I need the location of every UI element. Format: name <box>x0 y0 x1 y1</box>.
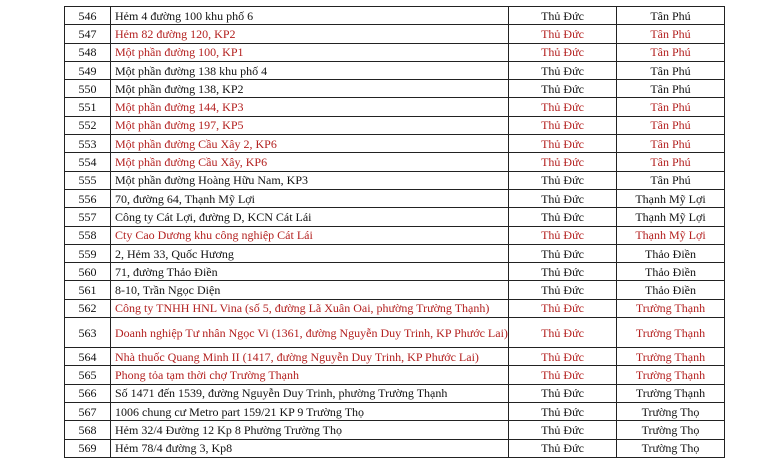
location-description: 1006 chung cư Metro part 159/21 KP 9 Trường Thọ <box>111 402 509 420</box>
location-description: Cty Cao Dương khu công nghiệp Cát Lái <box>111 226 509 244</box>
district-cell: Thủ Đức <box>509 421 617 439</box>
ward-cell: Thạnh Mỹ Lợi <box>617 208 725 226</box>
ward-cell: Trường Thạnh <box>617 348 725 366</box>
district-cell: Thủ Đức <box>509 208 617 226</box>
table-row <box>65 153 725 171</box>
table-row <box>65 281 725 299</box>
location-table-container <box>64 6 724 458</box>
table-row <box>65 318 725 348</box>
row-number: 558 <box>65 226 111 244</box>
location-description: Một phần đường 144, KP3 <box>111 98 509 116</box>
table-row <box>65 171 725 189</box>
location-description: 2, Hẻm 33, Quốc Hương <box>111 244 509 262</box>
location-description: Công ty TNHH HNL Vina (số 5, đường Lã Xuân Oai, phường Trường Thạnh) <box>111 299 509 317</box>
row-number: 546 <box>65 7 111 25</box>
ward-cell: Tân Phú <box>617 135 725 153</box>
table-row <box>65 135 725 153</box>
district-cell: Thủ Đức <box>509 80 617 98</box>
district-cell: Thủ Đức <box>509 244 617 262</box>
district-cell: Thủ Đức <box>509 402 617 420</box>
location-description: 8-10, Trần Ngọc Diện <box>111 281 509 299</box>
location-description: Hẻm 78/4 đường 3, Kp8 <box>111 439 509 457</box>
district-cell: Thủ Đức <box>509 171 617 189</box>
district-cell: Thủ Đức <box>509 116 617 134</box>
ward-cell: Trường Thạnh <box>617 318 725 348</box>
district-cell: Thủ Đức <box>509 348 617 366</box>
row-number: 553 <box>65 135 111 153</box>
row-number: 548 <box>65 43 111 61</box>
table-row <box>65 263 725 281</box>
ward-cell: Tân Phú <box>617 7 725 25</box>
row-number: 562 <box>65 299 111 317</box>
location-description: Một phần đường 138 khu phố 4 <box>111 61 509 79</box>
location-description: 71, đường Thảo Điền <box>111 263 509 281</box>
table-row <box>65 244 725 262</box>
table-row <box>65 61 725 79</box>
location-description: Hẻm 4 đường 100 khu phố 6 <box>111 7 509 25</box>
ward-cell: Tân Phú <box>617 43 725 61</box>
row-number: 549 <box>65 61 111 79</box>
ward-cell: Thảo Điền <box>617 281 725 299</box>
district-cell: Thủ Đức <box>509 98 617 116</box>
location-description: Doanh nghiệp Tư nhân Ngọc Vi (1361, đường Nguyễn Duy Trinh, KP Phước Lai) <box>111 318 509 348</box>
district-cell: Thủ Đức <box>509 299 617 317</box>
table-row <box>65 421 725 439</box>
ward-cell: Trường Thọ <box>617 402 725 420</box>
location-description: Một phần đường Cầu Xây 2, KP6 <box>111 135 509 153</box>
table-row <box>65 384 725 402</box>
district-cell: Thủ Đức <box>509 439 617 457</box>
table-row <box>65 98 725 116</box>
ward-cell: Thạnh Mỹ Lợi <box>617 189 725 207</box>
row-number: 547 <box>65 25 111 43</box>
district-cell: Thủ Đức <box>509 263 617 281</box>
row-number: 550 <box>65 80 111 98</box>
ward-cell: Trường Thạnh <box>617 366 725 384</box>
ward-cell: Trường Thọ <box>617 421 725 439</box>
ward-cell: Thảo Điền <box>617 263 725 281</box>
location-description: Công ty Cát Lợi, đường D, KCN Cát Lái <box>111 208 509 226</box>
table-row <box>65 25 725 43</box>
row-number: 560 <box>65 263 111 281</box>
table-row <box>65 366 725 384</box>
district-cell: Thủ Đức <box>509 366 617 384</box>
row-number: 555 <box>65 171 111 189</box>
district-cell: Thủ Đức <box>509 153 617 171</box>
table-row <box>65 80 725 98</box>
ward-cell: Tân Phú <box>617 153 725 171</box>
location-table <box>64 6 725 458</box>
location-description: Một phần đường 197, KP5 <box>111 116 509 134</box>
ward-cell: Trường Thạnh <box>617 299 725 317</box>
table-row <box>65 116 725 134</box>
location-description: Một phần đường Hoàng Hữu Nam, KP3 <box>111 171 509 189</box>
location-description: Một phần đường 138, KP2 <box>111 80 509 98</box>
table-row <box>65 189 725 207</box>
table-row <box>65 226 725 244</box>
row-number: 563 <box>65 318 111 348</box>
ward-cell: Tân Phú <box>617 25 725 43</box>
table-row <box>65 43 725 61</box>
district-cell: Thủ Đức <box>509 7 617 25</box>
location-description: Hẻm 82 đường 120, KP2 <box>111 25 509 43</box>
location-description: Một phần đường Cầu Xây, KP6 <box>111 153 509 171</box>
district-cell: Thủ Đức <box>509 135 617 153</box>
table-body <box>65 7 725 458</box>
ward-cell: Thạnh Mỹ Lợi <box>617 226 725 244</box>
row-number: 566 <box>65 384 111 402</box>
ward-cell: Tân Phú <box>617 61 725 79</box>
table-row <box>65 439 725 457</box>
district-cell: Thủ Đức <box>509 189 617 207</box>
table-row <box>65 348 725 366</box>
table-row <box>65 402 725 420</box>
location-description: Số 1471 đến 1539, đường Nguyễn Duy Trinh, phường Trường Thạnh <box>111 384 509 402</box>
location-description: Phong tỏa tạm thời chợ Trường Thạnh <box>111 366 509 384</box>
row-number: 564 <box>65 348 111 366</box>
district-cell: Thủ Đức <box>509 25 617 43</box>
table-row <box>65 7 725 25</box>
row-number: 565 <box>65 366 111 384</box>
district-cell: Thủ Đức <box>509 384 617 402</box>
ward-cell: Thảo Điền <box>617 244 725 262</box>
ward-cell: Tân Phú <box>617 98 725 116</box>
row-number: 567 <box>65 402 111 420</box>
row-number: 557 <box>65 208 111 226</box>
district-cell: Thủ Đức <box>509 61 617 79</box>
row-number: 561 <box>65 281 111 299</box>
ward-cell: Trường Thạnh <box>617 384 725 402</box>
row-number: 569 <box>65 439 111 457</box>
row-number: 551 <box>65 98 111 116</box>
district-cell: Thủ Đức <box>509 226 617 244</box>
district-cell: Thủ Đức <box>509 43 617 61</box>
row-number: 556 <box>65 189 111 207</box>
location-description: Nhà thuốc Quang Minh II (1417, đường Nguyễn Duy Trinh, KP Phước Lai) <box>111 348 509 366</box>
row-number: 552 <box>65 116 111 134</box>
district-cell: Thủ Đức <box>509 281 617 299</box>
location-description: Một phần đường 100, KP1 <box>111 43 509 61</box>
table-row <box>65 208 725 226</box>
row-number: 554 <box>65 153 111 171</box>
row-number: 568 <box>65 421 111 439</box>
row-number: 559 <box>65 244 111 262</box>
table-row <box>65 299 725 317</box>
location-description: Hẻm 32/4 Đường 12 Kp 8 Phường Trường Thọ <box>111 421 509 439</box>
ward-cell: Trường Thọ <box>617 439 725 457</box>
ward-cell: Tân Phú <box>617 116 725 134</box>
location-description: 70, đường 64, Thạnh Mỹ Lợi <box>111 189 509 207</box>
ward-cell: Tân Phú <box>617 80 725 98</box>
ward-cell: Tân Phú <box>617 171 725 189</box>
district-cell: Thủ Đức <box>509 318 617 348</box>
